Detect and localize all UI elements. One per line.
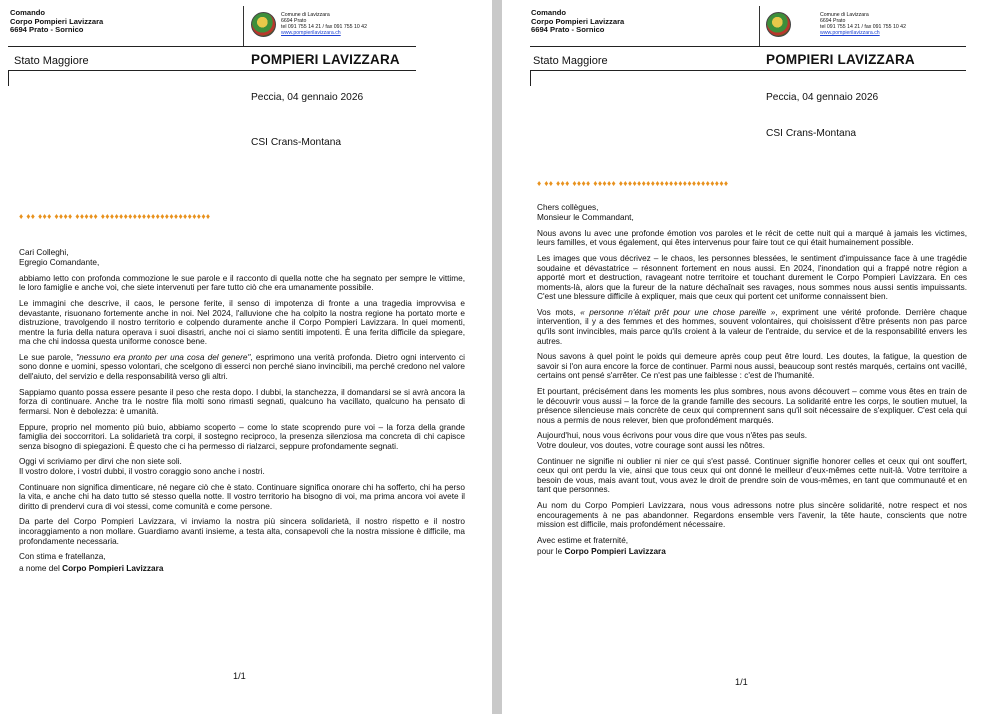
comune-block — [820, 12, 906, 36]
greeting — [19, 248, 465, 267]
paragraph: Eppure, proprio nel momento più buio, abbiamo scoperto – come lo state scoprendo pure voi – la forza della grande famiglia dei soccorritori. La solidarietà tra corpi, il sostegno reciproco, la presenza silenziosa ma concreta di chi capisce senza bisogno di spiegazioni. È questo che ci ha permesso di rialzarci, seppure profondamente segnati. — [19, 422, 465, 451]
comune-block — [281, 12, 367, 36]
sender-block — [10, 9, 103, 35]
signature-org: Corpo Pompieri Lavizzara — [62, 563, 164, 573]
paragraph-text: Vos mots, — [537, 307, 581, 317]
quote: « personne n'était prêt pour une chose pareille » — [580, 307, 776, 317]
header-rule — [8, 46, 416, 47]
margin-mark — [8, 70, 9, 86]
sender-line: 6694 Prato - Sornico — [531, 25, 605, 35]
comune-line: 6694 Prato — [820, 18, 846, 25]
letter-date: Peccia, 04 gennaio 2026 — [251, 92, 364, 103]
header-rule — [530, 46, 966, 47]
paragraph — [19, 457, 465, 476]
paragraph: Nous avons lu avec une profonde émotion vos paroles et le récit de cette nuit qui a marqué à jamais les victimes, leurs familles, et vous également, qui êtes intervenus pour faire tout ce qui était humainement possible. — [537, 228, 967, 248]
header-divider — [243, 6, 244, 46]
sender-line: 6694 Prato - Sornico — [10, 25, 84, 35]
letterhead-title: POMPIERI LAVIZZARA — [766, 52, 915, 67]
page-number: 1/1 — [735, 677, 748, 687]
signature-org: Corpo Pompieri Lavizzara — [564, 546, 666, 556]
paragraph-line: Oggi vi scriviamo per dirvi che non siete soli. — [19, 457, 182, 467]
sender-line: Corpo Pompieri Lavizzara — [10, 16, 104, 26]
quote: "nessuno era pronto per una cosa del genere" — [76, 352, 251, 362]
stato-maggiore-label: Stato Maggiore — [14, 55, 89, 67]
closing: Avec estime et fraternité, — [537, 535, 629, 545]
paragraph: Au nom du Corpo Pompieri Lavizzara, nous vous adressons notre plus sincère solidarité, notre respect et nos encouragements à ne pas abandonner. Regardons ensemble vers l'avenir, la tête haute, conscients que notre mission est difficile, mais profondément nécessaire. — [537, 501, 967, 530]
letter-recipient: CSI Crans-Montana — [251, 137, 342, 148]
letterhead-title: POMPIERI LAVIZZARA — [251, 52, 400, 67]
letter-page-italian — [0, 0, 492, 714]
signature — [537, 547, 967, 557]
signature-prefix: a nome del — [19, 563, 63, 573]
paragraph-line: Il vostro dolore, i vostri dubbi, il vostro coraggio sono anche i nostri. — [19, 466, 265, 476]
page-separator — [492, 0, 502, 714]
paragraph: Nous savons à quel point le poids qui demeure après coup peut être lourd. Les doutes, la fatigue, la question de savoir si l'on aura encore la force de continuer. Parmi nous aussi, beaucoup sont restés marqués, certains ont vacillé, certains ont pensé s'arrêter. Ce n'est pas une faiblesse : c'est de l'humanité. — [537, 352, 967, 381]
comune-line: 6694 Prato — [281, 18, 307, 25]
paragraph — [537, 308, 967, 346]
sender-line: Corpo Pompieri Lavizzara — [531, 16, 625, 26]
comune-line: tel 091 755 14 21 / fax 091 755 10 42 — [281, 24, 367, 31]
sender-block — [531, 9, 624, 35]
paragraph: Le immagini che descrive, il caos, le persone ferite, il senso di impotenza di fronte a una tragedia improvvisa e devastante, risuonano fortemente anche in noi. Nel 2024, l'alluvione che ha colpito la nostra regione ha portato morte e distruzione, travolgendo il nostro territorio e colpendo duramente anche il Corpo Pompieri Lavizzara. In quei momenti, mentre la furia della natura operava i suoi disastri, anche noi ci siamo sentiti impotenti. È una ferita difficile da spiegare, ma che chi indossa questa uniforme conosce bene. — [19, 298, 465, 347]
header-rule-bottom — [530, 70, 966, 71]
comune-line: tel 091 755 14 21 / fax 091 755 10 42 — [820, 24, 906, 31]
paragraph: Continuer ne signifie ni oublier ni nier ce qui s'est passé. Continuer signifie honorer celles et ceux qui ont souffert, ceux qui ont perdu la vie, ainsi que tous ceux qui ont donné le meilleur d'eux-mêmes cette nuit-là. Votre territoire a besoin de vous, mais avant tout, vous avez le droit de prendre soin de vous-mêmes, en tant que communauté et en tant que personnes. — [537, 456, 967, 495]
greeting-line: Monsieur le Commandant, — [537, 212, 634, 222]
flame-decoration: ♦ ♦♦ ♦♦♦ ♦♦♦♦ ♦♦♦♦♦ ♦♦♦♦♦♦♦♦♦♦♦♦♦♦♦♦♦♦♦♦♦♦♦♦ — [537, 178, 729, 188]
comune-line: Comune di Lavizzara — [820, 12, 869, 18]
signature — [19, 564, 465, 574]
letter-page-french — [502, 0, 994, 714]
greeting — [537, 203, 967, 222]
letter-recipient: CSI Crans-Montana — [766, 128, 857, 139]
closing: Con stima e fratellanza, — [19, 552, 106, 562]
comune-line: Comune di Lavizzara — [281, 12, 330, 18]
paragraph-text: , expriment une vérité profonde. Derrière chaque intervention, il y a des femmes et des hommes, souvent volontaires, qui choisissent d'être présents non pas parce qu'ils sont invincibles, mais parce qu'ils croient à la valeur de l'entraide, du service et de la responsabilité envers les autres. — [537, 307, 968, 346]
greeting-line: Cari Colleghi, — [19, 248, 69, 257]
signature-prefix: pour le — [537, 546, 565, 556]
paragraph-text: Le sue parole, — [19, 352, 77, 362]
paragraph-text: , esprimono una verità profonda. Dietro ogni intervento ci sono donne e uomini, spesso volontari, che scelgono di esserci non perché siano invincibili, ma perché credono nel valore dell'aiuto, del servizio e della responsabilità verso gli altri. — [19, 352, 465, 381]
flame-decoration: ♦ ♦♦ ♦♦♦ ♦♦♦♦ ♦♦♦♦♦ ♦♦♦♦♦♦♦♦♦♦♦♦♦♦♦♦♦♦♦♦♦♦♦♦ — [19, 211, 211, 221]
letter-date: Peccia, 04 gennaio 2026 — [766, 92, 879, 103]
margin-mark — [530, 70, 531, 86]
website-link[interactable]: www.pompierilavizzara.ch — [281, 30, 341, 37]
header-rule-bottom — [8, 70, 416, 71]
header-divider — [759, 6, 760, 46]
paragraph-line: Votre douleur, vos doutes, votre courage sont aussi les nôtres. — [537, 441, 765, 451]
paragraph — [19, 353, 465, 382]
greeting-line: Egregio Comandante, — [19, 257, 100, 267]
paragraph: Continuare non significa dimenticare, né negare ciò che è stato. Continuare significa onorare chi ha sofferto, chi ha perso la vita, e anche chi ha dato tutto sé stesso quella notte. Il vostro territorio ha bisogno di voi, ma prima ancora voi avete il diritto di prendervi cura di voi stessi, come comunità e come persone. — [19, 482, 465, 511]
paragraph: Et pourtant, précisément dans les moments les plus sombres, nous avons découvert – comme vous êtes en train de le découvrir vous aussi – la force de la grande famille des secours. La solidarité entre les corps, le soutien mutuel, la présence silencieuse mais concrète de ceux qui comprennent sans qu'il soit nécessaire de s'expliquer. C'est cela qui nous a permis de nous relever, bien que profondément marqués. — [537, 387, 967, 425]
paragraph: Da parte del Corpo Pompieri Lavizzara, vi inviamo la nostra più sincera solidarietà, il nostro rispetto e il nostro incoraggiamento a non mollare. Guardiamo avanti insieme, a testa alta, consapevoli che la nostra missione è difficile, ma profondamente necessaria. — [19, 517, 465, 546]
stato-maggiore-label: Stato Maggiore — [533, 55, 608, 67]
sender-line: Comando — [531, 8, 567, 17]
website-link[interactable]: www.pompierilavizzara.ch — [820, 30, 880, 37]
paragraph: Sappiamo quanto possa essere pesante il peso che resta dopo. I dubbi, la stanchezza, il domandarsi se si avrà ancora la forza di continuare. Anche tra le nostre fila molti sono rimasti segnati, qualcuno ha vacillato, qualcuno ha pensato di fermarsi. Non è debolezza: è umanità. — [19, 387, 465, 416]
sender-line: Comando — [10, 8, 46, 17]
paragraph: abbiamo letto con profonda commozione le sue parole e il racconto di quella notte che ha segnato per sempre le vittime, le loro famiglie e anche voi, che siete intervenuti per fare tutto ciò che era umanamente possibile. — [19, 273, 465, 293]
paragraph-line: Aujourd'hui, nous vous écrivons pour vous dire que vous n'êtes pas seuls. — [537, 431, 808, 441]
greeting-line: Chers collègues, — [537, 203, 599, 212]
municipal-crest-icon — [766, 12, 791, 37]
paragraph: Les images que vous décrivez – le chaos, les personnes blessées, le sentiment d'impuissance face à une tragédie soudaine et dévastatrice – résonnent fortement en nous aussi. En 2024, l'inondation qui a frappé notre région a apporté mort et destruction, ravageant notre territoire et touchant durement le Corpo Pompieri Lavizzara. En ces moments-là, alors que la fureur de la nature déchaînait ses ravages, nous sommes nous aussi sentis impuissants. C'est une blessure difficile à expliquer, mais que ceux qui portent cet uniforme connaissent bien. — [537, 253, 967, 302]
paragraph — [537, 431, 967, 450]
municipal-crest-icon — [251, 12, 276, 37]
page-number: 1/1 — [233, 671, 246, 681]
letter-body — [19, 248, 465, 573]
letter-body — [537, 203, 967, 556]
